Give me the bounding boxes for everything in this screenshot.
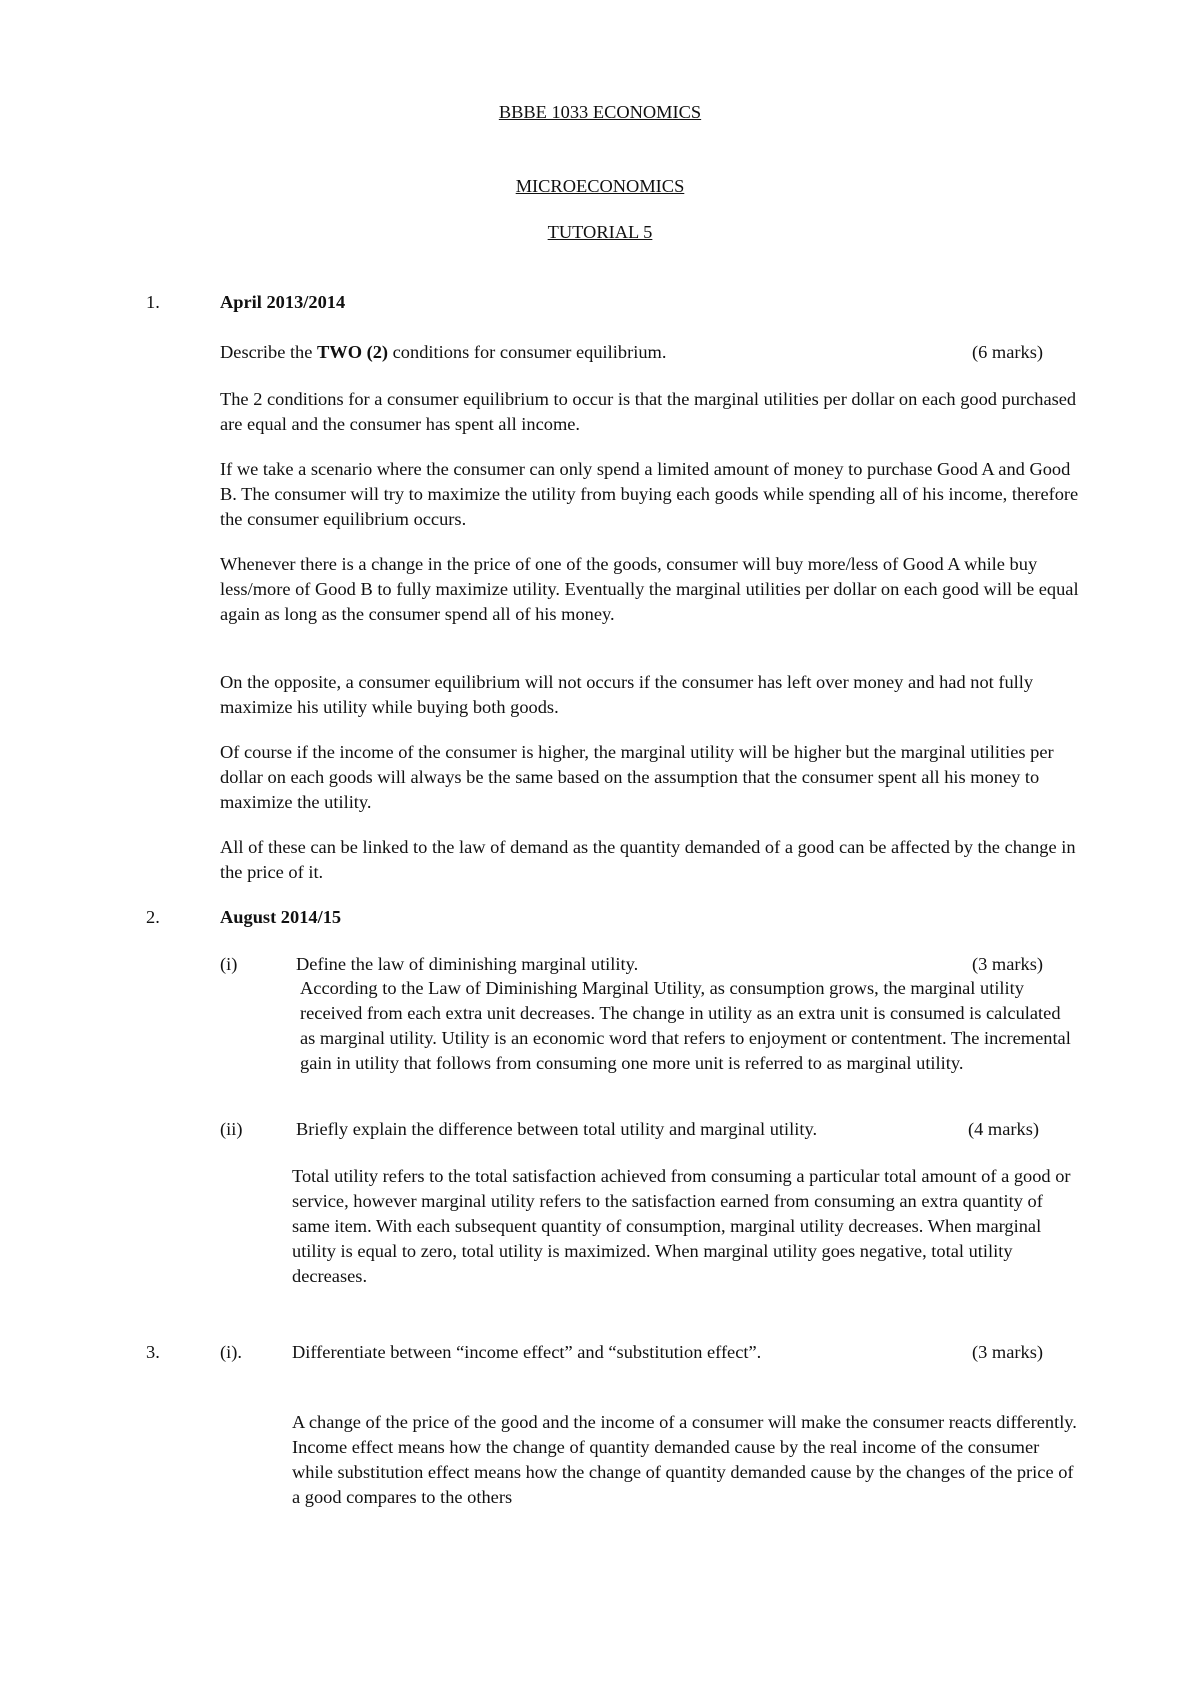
- question-3-number: 3.: [146, 1342, 160, 1362]
- course-title: BBBE 1033 ECONOMICS: [498, 102, 702, 122]
- subject-title: MICROECONOMICS: [515, 176, 685, 196]
- question-1-heading: April 2013/2014: [220, 292, 346, 312]
- question-3-part-i-marks: (3 marks): [972, 1342, 1043, 1362]
- question-3-part-i-label: (i).: [220, 1342, 242, 1362]
- question-1-answer-paragraph: The 2 conditions for a consumer equilibrium to occur is that the marginal utilities per dollar on each good purchased are equal and the consumer has spent all income.: [220, 389, 1077, 434]
- question-3-part-i-answer: A change of the price of the good and the income of a consumer will make the consumer reacts differently. Income effect means how the change of quantity demanded cause by the real income of the consumer while substitution effect means how the change of quantity demanded cause by the changes of the price of a good compares to the others: [292, 1412, 1077, 1507]
- tutorial-title: TUTORIAL 5: [547, 222, 653, 242]
- question-1-marks: (6 marks): [972, 342, 1043, 362]
- question-2-part-i-answer: According to the Law of Diminishing Marginal Utility, as consumption grows, the marginal utility received from each extra unit decreases. The change in utility as an extra unit is consumed is calculated as marginal utility. Utility is an economic word that refers to enjoyment or contentment. The incremental gain in utility that follows from consuming one more unit is referred to as marginal utility.: [300, 978, 1071, 1073]
- question-1-number: 1.: [146, 292, 160, 312]
- question-2-heading: August 2014/15: [220, 907, 342, 927]
- question-2-part-ii-label: (ii): [220, 1119, 243, 1139]
- question-1-answer-paragraph: Whenever there is a change in the price of one of the goods, consumer will buy more/less of Good A while buy less/more of Good B to fully maximize utility. Eventually the marginal utilities per dollar on each good will be equal again as long as the consumer spend all of his money.: [220, 554, 1079, 624]
- question-1-answer-paragraph: On the opposite, a consumer equilibrium will not occurs if the consumer has left over money and had not fully maximize his utility while buying both goods.: [220, 672, 1034, 717]
- question-1-prompt-pre: Describe the: [220, 342, 318, 362]
- question-2-part-i-label: (i): [220, 954, 238, 974]
- question-2-part-ii-answer: Total utility refers to the total satisfaction achieved from consuming a particular total amount of a good or service, however marginal utility refers to the satisfaction earned from consuming an extra quantity of same item. With each subsequent quantity of consumption, marginal utility decreases. When marginal utility is equal to zero, total utility is maximized. When marginal utility goes negative, total utility decreases.: [292, 1166, 1071, 1286]
- question-2-part-i-prompt: Define the law of diminishing marginal utility.: [296, 954, 639, 974]
- question-2-part-i-marks: (3 marks): [972, 954, 1043, 974]
- question-1-answer-paragraph: Of course if the income of the consumer is higher, the marginal utility will be higher but the marginal utilities per dollar on each goods will always be the same based on the assumption that the consumer spent all his money to maximize the utility.: [220, 742, 1054, 812]
- question-2-number: 2.: [146, 907, 160, 927]
- question-2-part-ii-prompt: Briefly explain the difference between total utility and marginal utility.: [296, 1119, 818, 1139]
- question-1-answer-paragraph: All of these can be linked to the law of demand as the quantity demanded of a good can be affected by the change in the price of it.: [220, 837, 1076, 882]
- question-1-prompt-bold: TWO (2): [317, 342, 389, 362]
- question-3-part-i-prompt: Differentiate between “income effect” and “substitution effect”.: [292, 1342, 762, 1362]
- question-1-prompt-post: conditions for consumer equilibrium.: [388, 342, 667, 362]
- question-2-part-ii-marks: (4 marks): [968, 1119, 1039, 1139]
- question-1-prompt: [220, 340, 940, 365]
- question-1-answer-paragraph: If we take a scenario where the consumer can only spend a limited amount of money to purchase Good A and Good B. The consumer will try to maximize the utility from buying each goods while spending all of his income, therefore the consumer equilibrium occurs.: [220, 459, 1079, 529]
